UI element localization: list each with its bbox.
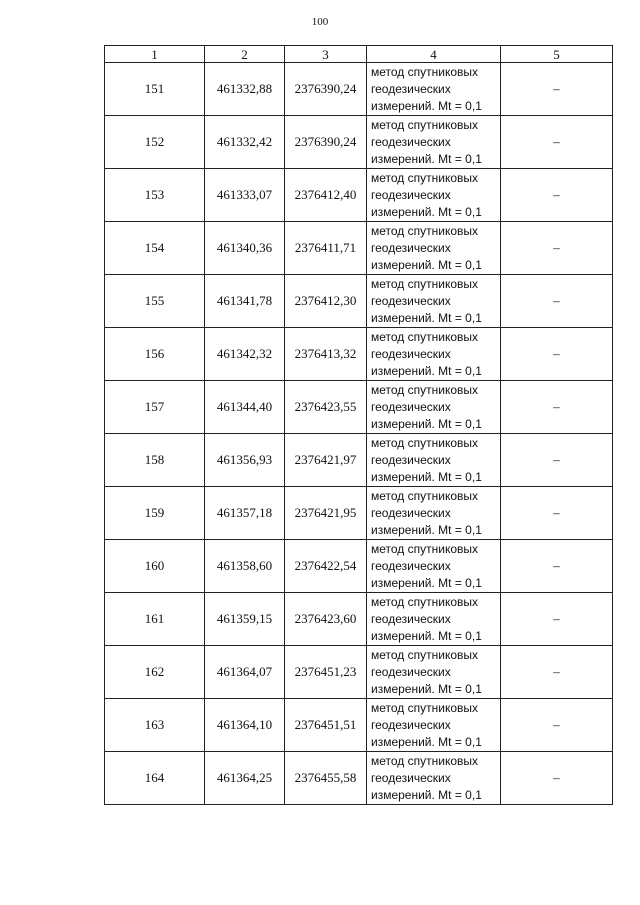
method-text-line: метод спутниковых: [371, 382, 479, 397]
method-cell: [367, 487, 501, 540]
method-cell: [367, 752, 501, 805]
column-header-1: 1: [105, 46, 205, 63]
x-coordinate-cell: 461341,78: [205, 275, 285, 328]
table-row: [105, 381, 613, 434]
table-header-row: [105, 46, 613, 63]
x-coordinate-cell: 461357,18: [205, 487, 285, 540]
method-text-line: геодезических: [371, 664, 451, 679]
table-row: [105, 275, 613, 328]
point-number-cell: 154: [105, 222, 205, 275]
x-coordinate-cell: 461359,15: [205, 593, 285, 646]
method-text-line: измерений. Mt = 0,1: [371, 416, 482, 431]
method-text-line: метод спутниковых: [371, 594, 479, 609]
method-text-line: измерений. Mt = 0,1: [371, 469, 482, 484]
x-coordinate-cell: 461340,36: [205, 222, 285, 275]
y-coordinate-cell: 2376412,30: [285, 275, 367, 328]
method-text-line: метод спутниковых: [371, 64, 479, 79]
method-cell: [367, 381, 501, 434]
x-coordinate-cell: 461344,40: [205, 381, 285, 434]
table-row: [105, 328, 613, 381]
column-header-5: 5: [501, 46, 613, 63]
method-text-line: измерений. Mt = 0,1: [371, 787, 482, 802]
x-coordinate-cell: 461358,60: [205, 540, 285, 593]
y-coordinate-cell: 2376413,32: [285, 328, 367, 381]
point-number-cell: 151: [105, 63, 205, 116]
x-coordinate-cell: 461332,88: [205, 63, 285, 116]
point-number-cell: 161: [105, 593, 205, 646]
table-row: [105, 169, 613, 222]
point-number-cell: 155: [105, 275, 205, 328]
method-text-line: измерений. Mt = 0,1: [371, 734, 482, 749]
method-text-line: метод спутниковых: [371, 753, 479, 768]
method-cell: [367, 646, 501, 699]
method-text-line: измерений. Mt = 0,1: [371, 628, 482, 643]
note-cell: –: [501, 63, 613, 116]
method-text-line: геодезических: [371, 611, 451, 626]
method-text-line: измерений. Mt = 0,1: [371, 257, 482, 272]
y-coordinate-cell: 2376423,60: [285, 593, 367, 646]
y-coordinate-cell: 2376455,58: [285, 752, 367, 805]
method-text-line: метод спутниковых: [371, 329, 479, 344]
method-cell: [367, 116, 501, 169]
table-row: [105, 593, 613, 646]
method-text-line: метод спутниковых: [371, 647, 479, 662]
method-text-line: геодезических: [371, 293, 451, 308]
method-text-line: метод спутниковых: [371, 541, 479, 556]
table-row: [105, 699, 613, 752]
y-coordinate-cell: 2376411,71: [285, 222, 367, 275]
method-text-line: метод спутниковых: [371, 435, 479, 450]
method-text-line: метод спутниковых: [371, 488, 479, 503]
method-text-line: геодезических: [371, 81, 451, 96]
note-cell: –: [501, 116, 613, 169]
y-coordinate-cell: 2376421,95: [285, 487, 367, 540]
point-number-cell: 159: [105, 487, 205, 540]
column-header-2: 2: [205, 46, 285, 63]
method-text-line: метод спутниковых: [371, 117, 479, 132]
method-cell: [367, 540, 501, 593]
method-text-line: геодезических: [371, 505, 451, 520]
coordinates-table: [104, 45, 613, 805]
table-row: [105, 487, 613, 540]
table-row: [105, 434, 613, 487]
page-number: 100: [311, 16, 329, 28]
y-coordinate-cell: 2376421,97: [285, 434, 367, 487]
method-text-line: геодезических: [371, 717, 451, 732]
point-number-cell: 162: [105, 646, 205, 699]
table-row: [105, 752, 613, 805]
x-coordinate-cell: 461364,07: [205, 646, 285, 699]
note-cell: –: [501, 699, 613, 752]
method-cell: [367, 169, 501, 222]
y-coordinate-cell: 2376390,24: [285, 63, 367, 116]
point-number-cell: 156: [105, 328, 205, 381]
note-cell: –: [501, 328, 613, 381]
note-cell: –: [501, 275, 613, 328]
method-cell: [367, 63, 501, 116]
point-number-cell: 163: [105, 699, 205, 752]
x-coordinate-cell: 461332,42: [205, 116, 285, 169]
method-cell: [367, 328, 501, 381]
note-cell: –: [501, 222, 613, 275]
table-row: [105, 646, 613, 699]
method-text-line: измерений. Mt = 0,1: [371, 204, 482, 219]
point-number-cell: 164: [105, 752, 205, 805]
note-cell: –: [501, 593, 613, 646]
column-header-3: 3: [285, 46, 367, 63]
note-cell: –: [501, 752, 613, 805]
method-text-line: метод спутниковых: [371, 170, 479, 185]
x-coordinate-cell: 461364,10: [205, 699, 285, 752]
method-cell: [367, 699, 501, 752]
method-text-line: измерений. Mt = 0,1: [371, 681, 482, 696]
method-text-line: геодезических: [371, 187, 451, 202]
x-coordinate-cell: 461364,25: [205, 752, 285, 805]
note-cell: –: [501, 381, 613, 434]
point-number-cell: 158: [105, 434, 205, 487]
y-coordinate-cell: 2376423,55: [285, 381, 367, 434]
method-text-line: измерений. Mt = 0,1: [371, 98, 482, 113]
method-text-line: геодезических: [371, 399, 451, 414]
method-text-line: измерений. Mt = 0,1: [371, 522, 482, 537]
method-text-line: измерений. Mt = 0,1: [371, 363, 482, 378]
note-cell: –: [501, 646, 613, 699]
method-text-line: измерений. Mt = 0,1: [371, 151, 482, 166]
note-cell: –: [501, 487, 613, 540]
method-cell: [367, 593, 501, 646]
y-coordinate-cell: 2376422,54: [285, 540, 367, 593]
note-cell: –: [501, 434, 613, 487]
table-row: [105, 63, 613, 116]
x-coordinate-cell: 461333,07: [205, 169, 285, 222]
method-cell: [367, 275, 501, 328]
table-row: [105, 540, 613, 593]
note-cell: –: [501, 169, 613, 222]
x-coordinate-cell: 461342,32: [205, 328, 285, 381]
method-text-line: метод спутниковых: [371, 700, 479, 715]
method-text-line: измерений. Mt = 0,1: [371, 310, 482, 325]
method-cell: [367, 434, 501, 487]
method-text-line: измерений. Mt = 0,1: [371, 575, 482, 590]
method-text-line: геодезических: [371, 134, 451, 149]
point-number-cell: 157: [105, 381, 205, 434]
y-coordinate-cell: 2376412,40: [285, 169, 367, 222]
y-coordinate-cell: 2376451,23: [285, 646, 367, 699]
method-cell: [367, 222, 501, 275]
note-cell: –: [501, 540, 613, 593]
method-text-line: геодезических: [371, 558, 451, 573]
method-text-line: геодезических: [371, 452, 451, 467]
y-coordinate-cell: 2376451,51: [285, 699, 367, 752]
method-text-line: метод спутниковых: [371, 276, 479, 291]
column-header-4: 4: [367, 46, 501, 63]
method-text-line: метод спутниковых: [371, 223, 479, 238]
method-text-line: геодезических: [371, 240, 451, 255]
table-row: [105, 116, 613, 169]
method-text-line: геодезических: [371, 346, 451, 361]
method-text-line: геодезических: [371, 770, 451, 785]
table-row: [105, 222, 613, 275]
point-number-cell: 160: [105, 540, 205, 593]
x-coordinate-cell: 461356,93: [205, 434, 285, 487]
point-number-cell: 152: [105, 116, 205, 169]
y-coordinate-cell: 2376390,24: [285, 116, 367, 169]
table-body: [105, 63, 613, 805]
point-number-cell: 153: [105, 169, 205, 222]
